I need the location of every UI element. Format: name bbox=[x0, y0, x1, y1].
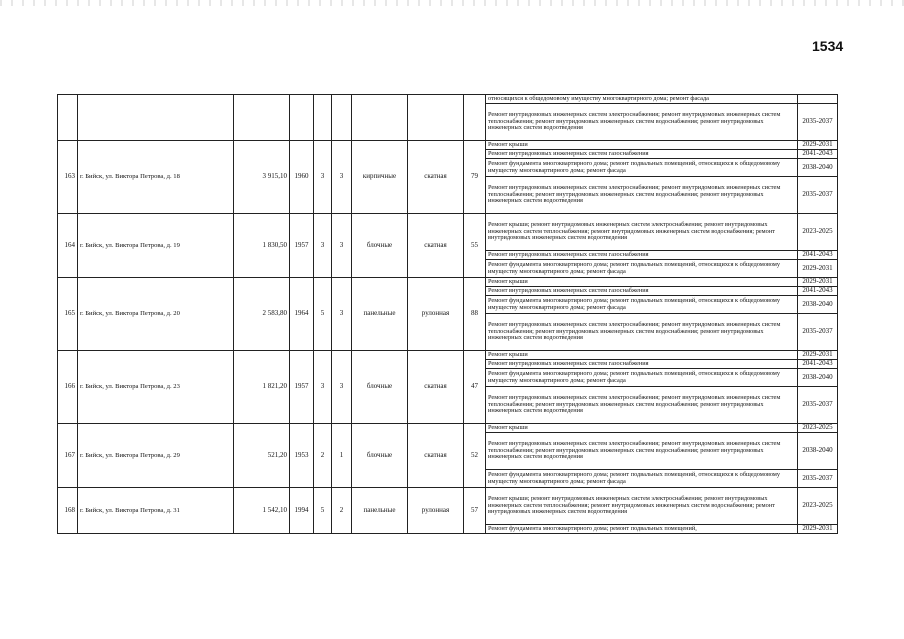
work-years: 2041-2043 bbox=[798, 287, 838, 296]
work-description: Ремонт внутридомовых инженерных систем электроснабжения; ремонт внутридомовых инженерных систем теплоснабжения; ремонт внутридомовых инженерных систем водоснабжения; ремонт внутридомовых инженерных систем водоотведения bbox=[486, 387, 798, 424]
row-number: 163 bbox=[58, 141, 78, 214]
wall-material: блочные bbox=[352, 424, 408, 488]
floors-count: 3 bbox=[314, 214, 332, 278]
entrances-count: 2 bbox=[332, 488, 352, 534]
work-years: 2029-2031 bbox=[798, 141, 838, 150]
work-description: Ремонт крыши bbox=[486, 424, 798, 433]
continued-empty-cell bbox=[234, 95, 290, 141]
building-address: г. Бийск, ул. Виктора Петрова, д. 31 bbox=[78, 488, 234, 534]
work-description: Ремонт внутридомовых инженерных систем электроснабжения; ремонт внутридомовых инженерных систем теплоснабжения; ремонт внутридомовых инженерных систем водоснабжения; ремонт внутридомовых инженерных систем водоотведения bbox=[486, 433, 798, 470]
apartments-count: 88 bbox=[464, 278, 486, 351]
work-years bbox=[798, 95, 838, 104]
work-years: 2035-2037 bbox=[798, 177, 838, 214]
work-years: 2035-2037 bbox=[798, 104, 838, 141]
work-description: Ремонт внутридомовых инженерных систем электроснабжения; ремонт внутридомовых инженерных систем теплоснабжения; ремонт внутридомовых инженерных систем водоснабжения; ремонт внутридомовых инженерных систем водоотведения bbox=[486, 314, 798, 351]
work-years: 2029-2031 bbox=[798, 278, 838, 287]
work-years: 2029-2031 bbox=[798, 351, 838, 360]
build-year: 1957 bbox=[290, 214, 314, 278]
work-years: 2041-2043 bbox=[798, 150, 838, 159]
work-description: Ремонт фундамента многоквартирного дома; ремонт подвальных помещений, bbox=[486, 525, 798, 534]
work-description: Ремонт фундамента многоквартирного дома; ремонт подвальных помещений, относящихся к общедомовому имуществу многоквартирного дома; ремонт фасада bbox=[486, 369, 798, 387]
work-description: Ремонт внутридомовых инженерных систем газоснабжения bbox=[486, 287, 798, 296]
work-years: 2038-2040 bbox=[798, 296, 838, 314]
build-year: 1964 bbox=[290, 278, 314, 351]
page-number: 1534 bbox=[812, 38, 844, 54]
wall-material: панельные bbox=[352, 278, 408, 351]
continued-empty-cell bbox=[464, 95, 486, 141]
wall-material: блочные bbox=[352, 351, 408, 424]
work-description: Ремонт фундамента многоквартирного дома; ремонт подвальных помещений, относящихся к общедомовому имуществу многоквартирного дома; ремонт фасада bbox=[486, 260, 798, 278]
table-row bbox=[58, 351, 838, 360]
wall-material: блочные bbox=[352, 214, 408, 278]
work-description: Ремонт внутридомовых инженерных систем электроснабжения; ремонт внутридомовых инженерных систем теплоснабжения; ремонт внутридомовых инженерных систем водоснабжения; ремонт внутридомовых инженерных систем водоотведения bbox=[486, 177, 798, 214]
work-description: Ремонт крыши; ремонт внутридомовых инженерных систем электроснабжения; ремонт внутридомовых инженерных систем теплоснабжения; ремонт внутридомовых инженерных систем водоснабжения; ремонт внутридомовых инженерных систем водоотведения bbox=[486, 214, 798, 251]
work-description: Ремонт внутридомовых инженерных систем газоснабжения bbox=[486, 360, 798, 369]
roof-type: скатная bbox=[408, 214, 464, 278]
work-years: 2041-2043 bbox=[798, 251, 838, 260]
wall-material: панельные bbox=[352, 488, 408, 534]
work-description: Ремонт внутридомовых инженерных систем газоснабжения bbox=[486, 251, 798, 260]
entrances-count: 3 bbox=[332, 278, 352, 351]
work-years: 2035-2037 bbox=[798, 387, 838, 424]
row-number: 167 bbox=[58, 424, 78, 488]
roof-type: скатная bbox=[408, 351, 464, 424]
build-year: 1957 bbox=[290, 351, 314, 424]
building-address: г. Бийск, ул. Виктора Петрова, д. 20 bbox=[78, 278, 234, 351]
continued-empty-cell bbox=[58, 95, 78, 141]
build-year: 1960 bbox=[290, 141, 314, 214]
work-years: 2035-2037 bbox=[798, 314, 838, 351]
building-address: г. Бийск, ул. Виктора Петрова, д. 29 bbox=[78, 424, 234, 488]
work-years: 2023-2025 bbox=[798, 424, 838, 433]
building-area: 2 583,80 bbox=[234, 278, 290, 351]
wall-material: кирпичные bbox=[352, 141, 408, 214]
work-description: Ремонт фундамента многоквартирного дома; ремонт подвальных помещений, относящихся к общедомовому имуществу многоквартирного дома; ремонт фасада bbox=[486, 159, 798, 177]
building-address: г. Бийск, ул. Виктора Петрова, д. 18 bbox=[78, 141, 234, 214]
apartments-count: 47 bbox=[464, 351, 486, 424]
floors-count: 5 bbox=[314, 488, 332, 534]
work-description: Ремонт фундамента многоквартирного дома; ремонт подвальных помещений, относящихся к общедомовому имуществу многоквартирного дома; ремонт фасада bbox=[486, 296, 798, 314]
roof-type: скатная bbox=[408, 424, 464, 488]
work-description: Ремонт крыши bbox=[486, 278, 798, 287]
building-area: 1 821,20 bbox=[234, 351, 290, 424]
apartments-count: 57 bbox=[464, 488, 486, 534]
work-years: 2023-2025 bbox=[798, 488, 838, 525]
entrances-count: 1 bbox=[332, 424, 352, 488]
continued-empty-cell bbox=[290, 95, 314, 141]
row-number: 164 bbox=[58, 214, 78, 278]
floors-count: 5 bbox=[314, 278, 332, 351]
roof-type: рулонная bbox=[408, 278, 464, 351]
work-description: Ремонт крыши bbox=[486, 351, 798, 360]
work-years: 2023-2025 bbox=[798, 214, 838, 251]
floors-count: 3 bbox=[314, 141, 332, 214]
building-address: г. Бийск, ул. Виктора Петрова, д. 23 bbox=[78, 351, 234, 424]
building-area: 1 830,50 bbox=[234, 214, 290, 278]
work-years: 2035-2037 bbox=[798, 470, 838, 488]
building-area: 1 542,10 bbox=[234, 488, 290, 534]
capital-repair-table bbox=[57, 94, 838, 534]
table-row bbox=[58, 424, 838, 433]
continued-empty-cell bbox=[332, 95, 352, 141]
building-area: 521,20 bbox=[234, 424, 290, 488]
work-years: 2038-2040 bbox=[798, 369, 838, 387]
table-body bbox=[58, 95, 838, 534]
entrances-count: 3 bbox=[332, 141, 352, 214]
continued-empty-cell bbox=[314, 95, 332, 141]
row-number: 168 bbox=[58, 488, 78, 534]
continued-empty-cell bbox=[352, 95, 408, 141]
work-description: Ремонт внутридомовых инженерных систем газоснабжения bbox=[486, 150, 798, 159]
table-row bbox=[58, 95, 838, 104]
build-year: 1994 bbox=[290, 488, 314, 534]
scan-edge-noise bbox=[0, 0, 904, 6]
work-years: 2041-2043 bbox=[798, 360, 838, 369]
roof-type: рулонная bbox=[408, 488, 464, 534]
row-number: 165 bbox=[58, 278, 78, 351]
work-years: 2038-2040 bbox=[798, 433, 838, 470]
work-years: 2029-2031 bbox=[798, 260, 838, 278]
work-description: относящихся к общедомовому имуществу многоквартирного дома; ремонт фасада bbox=[486, 95, 798, 104]
work-years: 2038-2040 bbox=[798, 159, 838, 177]
apartments-count: 79 bbox=[464, 141, 486, 214]
table-row bbox=[58, 488, 838, 525]
floors-count: 3 bbox=[314, 351, 332, 424]
work-description: Ремонт крыши bbox=[486, 141, 798, 150]
building-area: 3 915,10 bbox=[234, 141, 290, 214]
table-row bbox=[58, 141, 838, 150]
table-row bbox=[58, 278, 838, 287]
row-number: 166 bbox=[58, 351, 78, 424]
table-row bbox=[58, 214, 838, 251]
work-description: Ремонт внутридомовых инженерных систем электроснабжения; ремонт внутридомовых инженерных систем теплоснабжения; ремонт внутридомовых инженерных систем водоснабжения; ремонт внутридомовых инженерных систем водоотведения bbox=[486, 104, 798, 141]
continued-empty-cell bbox=[78, 95, 234, 141]
floors-count: 2 bbox=[314, 424, 332, 488]
work-years: 2029-2031 bbox=[798, 525, 838, 534]
continued-empty-cell bbox=[408, 95, 464, 141]
apartments-count: 55 bbox=[464, 214, 486, 278]
build-year: 1953 bbox=[290, 424, 314, 488]
entrances-count: 3 bbox=[332, 351, 352, 424]
entrances-count: 3 bbox=[332, 214, 352, 278]
work-description: Ремонт фундамента многоквартирного дома; ремонт подвальных помещений, относящихся к общедомовому имуществу многоквартирного дома; ремонт фасада bbox=[486, 470, 798, 488]
building-address: г. Бийск, ул. Виктора Петрова, д. 19 bbox=[78, 214, 234, 278]
apartments-count: 52 bbox=[464, 424, 486, 488]
roof-type: скатная bbox=[408, 141, 464, 214]
work-description: Ремонт крыши; ремонт внутридомовых инженерных систем электроснабжения; ремонт внутридомовых инженерных систем теплоснабжения; ремонт внутридомовых инженерных систем водоснабжения; ремонт внутридомовых инженерных систем водоотведения bbox=[486, 488, 798, 525]
